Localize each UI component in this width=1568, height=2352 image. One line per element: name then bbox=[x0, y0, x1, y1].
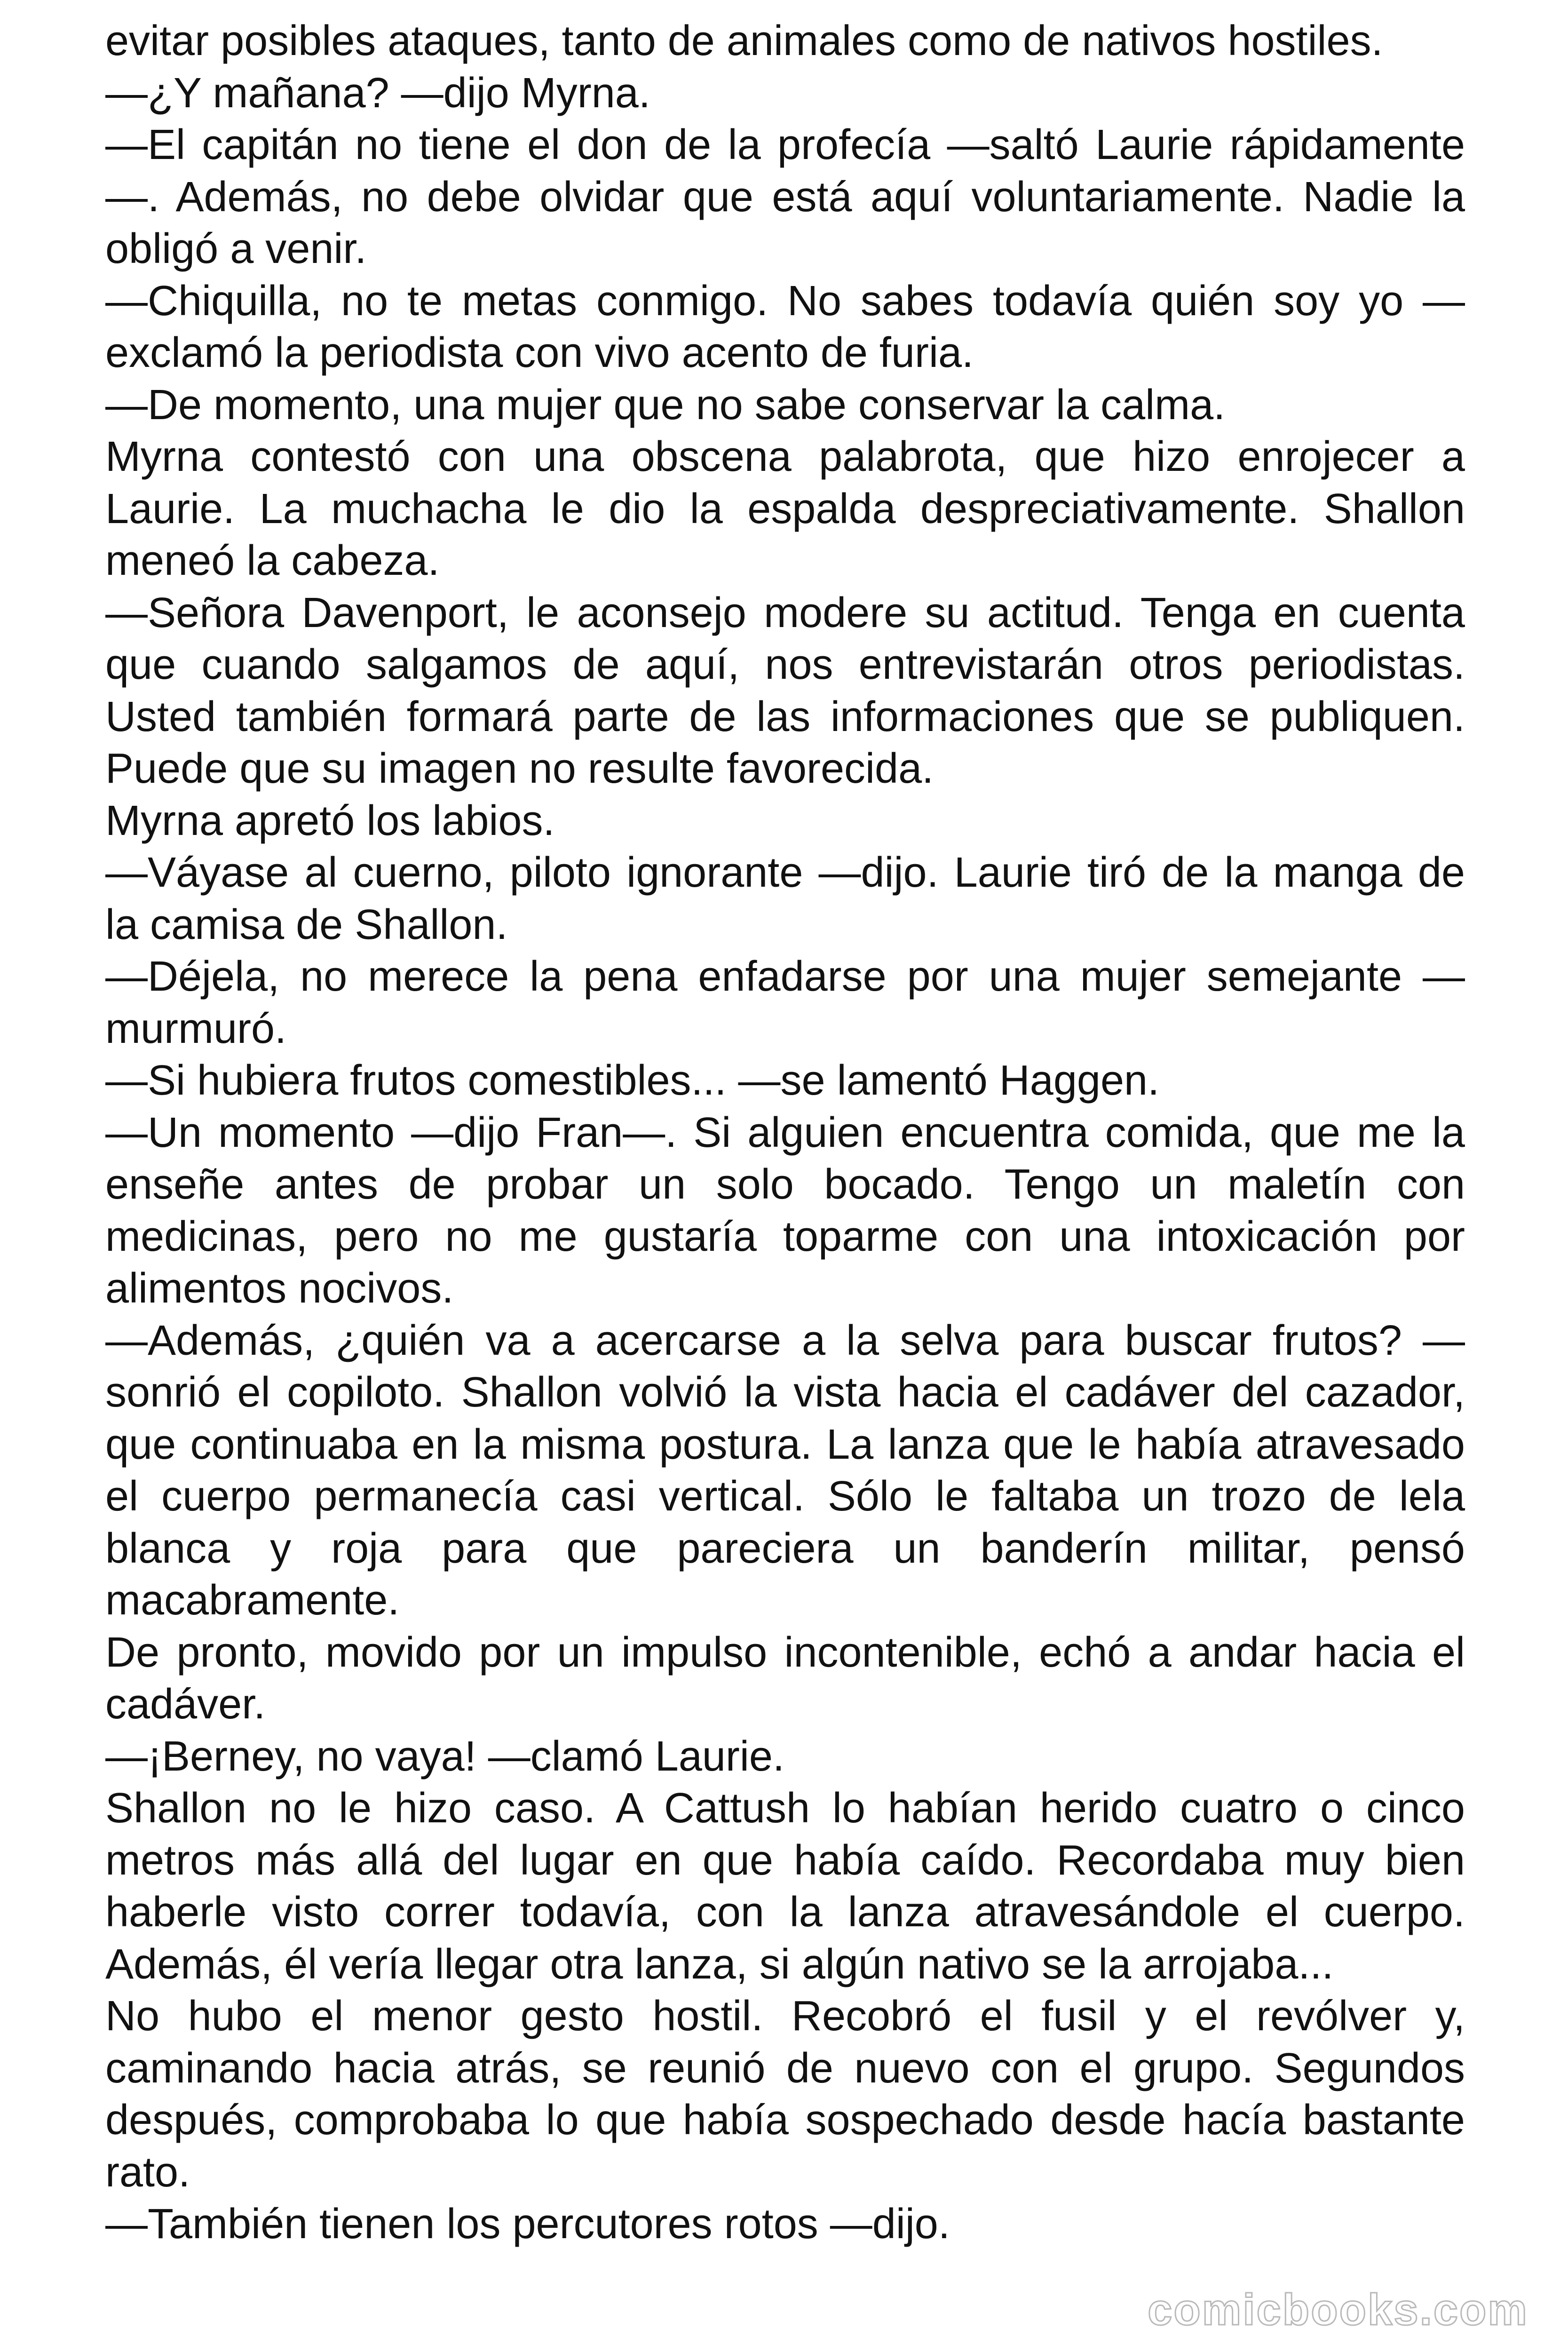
book-page-text bbox=[105, 15, 1465, 2250]
paragraph: —Váyase al cuerno, piloto ignorante —dijo. Laurie tiró de la manga de la camisa de Shallon. bbox=[105, 849, 1465, 948]
paragraph: Shallon no le hizo caso. A Cattush lo habían herido cuatro o cinco metros más allá del lugar en que había caído. Recordaba muy bien haberle visto correr todavía, con la lanza atravesándole el cuerpo. Además, él vería llegar otra lanza, si algún nativo se la arrojaba... bbox=[105, 1785, 1465, 1988]
paragraph: —¡Berney, no vaya! —clamó Laurie. bbox=[105, 1732, 784, 1780]
paragraph: No hubo el menor gesto hostil. Recobró el fusil y el revólver y, caminando hacia atrás, se reunió de nuevo con el grupo. Segundos después, comprobaba lo que había sospechado desde hacía bastante rato. bbox=[105, 1993, 1465, 2196]
paragraph: —Señora Davenport, le aconsejo modere su actitud. Tenga en cuenta que cuando salgamos de aquí, nos entrevistarán otros periodistas. Usted también formará parte de las informaciones que se publiquen. Puede que su imagen no resulte favorecida. bbox=[105, 589, 1465, 792]
paragraph: Myrna contestó con una obscena palabrota, que hizo enrojecer a Laurie. La muchacha le dio la espalda despreciativamente. Shallon meneó la cabeza. bbox=[105, 433, 1465, 584]
paragraph: —Chiquilla, no te metas conmigo. No sabes todavía quién soy yo —exclamó la periodista con vivo acento de furia. bbox=[105, 277, 1465, 376]
paragraph: De pronto, movido por un impulso incontenible, echó a andar hacia el cadáver. bbox=[105, 1629, 1465, 1728]
site-watermark: comicbooks.com bbox=[1148, 2285, 1528, 2334]
paragraph: —También tienen los percutores rotos —dijo. bbox=[105, 2201, 950, 2248]
paragraph: —El capitán no tiene el don de la profecía —saltó Laurie rápidamente —. Además, no debe olvidar que está aquí voluntariamente. Nadie la obligó a venir. bbox=[105, 121, 1465, 272]
paragraph: —Déjela, no merece la pena enfadarse por una mujer semejante —murmuró. bbox=[105, 953, 1465, 1052]
paragraph: —Un momento —dijo Fran—. Si alguien encuentra comida, que me la enseñe antes de probar un solo bocado. Tengo un maletín con medicinas, pero no me gustaría toparme con una intoxicación por alimentos nocivos. bbox=[105, 1109, 1465, 1312]
paragraph: —Si hubiera frutos comestibles... —se lamentó Haggen. bbox=[105, 1057, 1160, 1104]
paragraph: —De momento, una mujer que no sabe conservar la calma. bbox=[105, 381, 1226, 429]
paragraph: Myrna apretó los labios. bbox=[105, 797, 555, 844]
paragraph: —Además, ¿quién va a acercarse a la selva para buscar frutos? —sonrió el copiloto. Shallon volvió la vista hacia el cadáver del cazador, que continuaba en la misma postura. La lanza que le había atravesado el cuerpo permanecía casi vertical. Sólo le faltaba un trozo de lela blanca y roja para que pareciera un banderín militar, pensó macabramente. bbox=[105, 1317, 1465, 1624]
paragraph: evitar posibles ataques, tanto de animales como de nativos hostiles. bbox=[105, 17, 1383, 64]
paragraph: —¿Y mañana? —dijo Myrna. bbox=[105, 69, 650, 117]
